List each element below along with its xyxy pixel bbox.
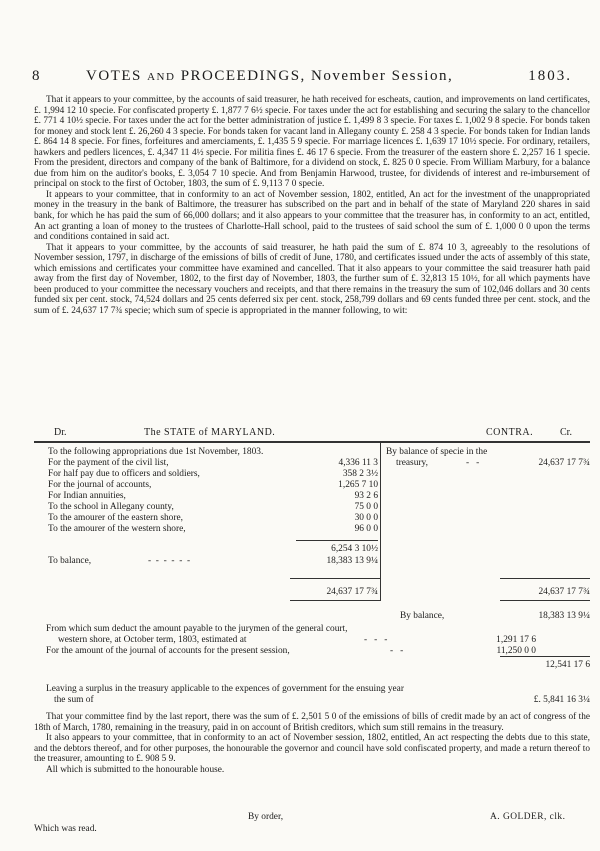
left-row [48,502,378,513]
left-total-underline [290,600,380,601]
to-balance-row [48,556,378,567]
title-and: AND [147,71,176,83]
title-session: November Session, [311,68,454,84]
left-row-amount: 93 2 6 [354,491,378,501]
left-row-label: To the amourer of the eastern shore, [48,513,183,523]
deduct-line-2: western shore, at October term, 1803, estimated at [58,635,247,645]
left-subtotal-row [48,544,378,555]
right-total-row [386,587,590,598]
surplus-amount: £. 5,841 16 3¼ [533,695,590,705]
account-header [34,427,590,442]
right-label-row-1 [386,447,590,458]
right-total: 24,637 17 7¾ [538,587,590,597]
to-balance-label: To balance, [48,556,92,566]
deduct-row-1 [46,624,546,635]
left-row-amount: 75 0 0 [354,502,378,512]
deduct-amount-1: 1,291 17 6 [496,635,536,645]
paragraph-confiscated-property: It also appears to your committee, that in conformity to an act of November session, 1802, entitled, An act respecting the debts due to this state, and the debtors thereof, and for other purposes, the honourable the governor and council have sold confiscated property, and made a return thereof to the treasurer, amounting to £. 908 5 9. [34,733,590,765]
paragraph-bank-investment: It appears to your committee, that in conformity to an act of November session, 1802, entitled, An act for the investment of the unappropriated money in the treasury in the bank of Baltimore, the treasurer has subscribed on the part and in behalf of the state of Maryland 220 shares in said bank, for which he has paid the sum of 66,000 dollars; and it also appears to your committee that the treasurer has, in conformity to an act, entitled, An act granting a loan of money to the trustees of Charlotte-Hall school, paid to the trustees of said school the sum of £. 1,000 0 0 upon the terms and conditions contained in said act. [34,189,590,243]
surplus-row-2 [46,695,590,706]
signature-name: A. GOLDER, clk. [490,812,566,822]
deduct-line-1: From which sum deduct the amount payable to the jurymen of the general court, [46,624,348,634]
paragraph-submitted: All which is submitted to the honourable house. [46,764,225,775]
account-contra: CONTRA. [486,427,534,438]
right-total-underline [500,600,590,601]
running-title [86,68,453,85]
deduct-amount-2: 11,250 0 0 [496,646,536,656]
right-dashes: - - [466,458,480,468]
left-intro-row [48,447,378,458]
deduct-line-3: For the amount of the journal of accounts for the present session, [46,646,290,656]
deduct-dashes-2: - - [390,646,404,656]
deduct-row-2 [46,635,536,646]
deduct-total-row [400,660,590,671]
title-year: 1803. [528,68,572,84]
deduct-dashes-1: - - - [364,635,388,645]
left-row-amount: 96 0 0 [354,524,378,534]
surplus-line-1: Leaving a surplus in the treasury applicable to the expences of government for the ensuing year [46,684,404,694]
left-row [48,469,378,480]
paragraph-bills-of-credit: That your committee find by the last report, there was the sum of £. 2,501 5 0 of the emissions of bills of credit made by an act of congress of the 18th of March, 1780, remaining in the treasury, paid in on account of British creditors, which sum still remains in the treasury. [34,712,590,733]
paragraph-receipts: That it appears to your committee, by the accounts of said treasurer, he hath received for escheats, caution, and improvements on land certificates, £. 1,994 12 10 specie. For confiscated property £. 1,877 7 6½ specie. For taxes under the act for establishing and securing the salary to the chancellor £. 771 4 10½ specie. For taxes under the act for the better administration of justice £. 1,499 8 3 specie. For taxes £. 1,002 9 8 specie. For bonds taken for money and stock lent £. 26,260 4 3 specie. For bonds taken for vacant land in Allegany county £. 258 4 3 specie. For bonds taken for Indian lands £. 864 14 8 specie. For fines, forfeitures and amerciaments, £. 1,435 5 9 specie. For marriage licences £. 1,639 17 10½ specie. For ordinary, retailers, hawkers and pedlers licences, £. 4,347 11 4½ specie. For militia fines £. 46 17 6 specie. From the treasurer of the eastern shore £. 2,257 16 1 specie. From the president, directors and company of the bank of Baltimore, for a dividend on stock, £. 825 0 0 specie. From William Marbury, for a balance due from him on the auditor's books, £. 3,054 7 10 specie. And from Benjamin Harwood, trustee, for dividends of interest and re-imbursement of principal on stock to the first of October, 1803, the sum of £. 9,113 7 0 specie. [34,95,590,190]
by-balance-row [400,611,590,622]
right-total-rule [500,578,590,579]
left-subtotal-rule [296,540,378,541]
left-row-amount: 30 0 0 [354,513,378,523]
deduct-total: 12,541 17 6 [545,660,590,670]
closing-text [34,712,590,776]
which-was-read: Which was read. [34,824,97,834]
by-balance-label: By balance, [400,611,445,621]
left-row [48,491,378,502]
deduct-total-rule [500,656,590,657]
left-row [48,524,378,535]
left-row-label: For half pay due to officers and soldiers, [48,469,200,479]
left-row [48,480,378,491]
left-row-label: To the amourer of the western shore, [48,524,186,534]
to-balance-dashes: - - - - - - [148,556,191,566]
right-label-1: By balance of specie in the [386,447,488,457]
left-row [48,458,378,469]
left-row-amount: 1,265 7 10 [338,480,378,490]
left-row-label: For the journal of accounts, [48,480,152,490]
surplus-line-2: the sum of [54,695,94,705]
left-row [48,513,378,524]
by-order: By order, [248,812,284,822]
paragraph-payments: That it appears to your committee, by the accounts of said treasurer, he hath paid the sum of £. 874 10 3, agreeably to the resolutions of November session, 1797, in discharge of the emissions of bills of credit of June, 1780, and certificates issued under the acts of assembly of this state, which emissions and certificates your committee have examined and cancelled. That it also appears to your committee the said treasurer hath paid away from the first day of November, 1802, to the first day of November, 1803, the further sum of £. 32,813 15 10½, for all which payments have been produced to your committee the necessary vouchers and receipts, and that there remains in the treasury the sum of 102,046 dollars and 30 cents funded six per cent. stock, 74,524 dollars and 25 cents deferred six per cent. stock, 258,799 dollars and 69 cents funded three per cent. stock, and the sum of £. 24,637 17 7¾ specie; which sum of specie is appropriated in the manner following, to wit: [34,242,590,316]
left-row-amount: 358 2 3½ [342,469,378,479]
account-cr: Cr. [560,427,572,438]
account-header-rule [34,442,590,443]
title-proceedings: PROCEEDINGS, [180,68,306,84]
which-was-read-row [34,824,154,835]
signature-row [490,812,590,823]
to-balance-amount: 18,383 13 9¼ [326,556,378,566]
report-body [34,95,590,316]
left-intro: To the following appropriations due 1st November, 1803. [48,447,264,457]
left-total-row [48,587,378,598]
page-number: 8 [32,68,41,84]
left-total: 24,637 17 7¾ [326,587,378,597]
by-order-row [248,812,328,823]
right-label-row-2 [386,458,590,469]
left-row-amount: 4,336 11 3 [338,458,378,468]
left-row-label: To the school in Allegany county, [48,502,174,512]
surplus-row-1 [46,684,586,695]
account-state: The STATE of MARYLAND. [144,427,276,438]
right-label-2: treasury, [396,458,428,468]
deduct-row-3 [46,646,536,657]
title-votes: VOTES [86,68,142,84]
account-dr: Dr. [54,427,67,438]
page-header [32,68,572,88]
right-amount: 24,637 17 7¾ [538,458,590,468]
by-balance-amount: 18,383 13 9¼ [538,611,590,621]
left-row-label: For Indian annuities, [48,491,126,501]
left-subtotal: 6,254 3 10½ [331,544,378,554]
left-total-rule [290,578,380,579]
account-divider [380,443,381,601]
left-row-label: For the payment of the civil list, [48,458,169,468]
